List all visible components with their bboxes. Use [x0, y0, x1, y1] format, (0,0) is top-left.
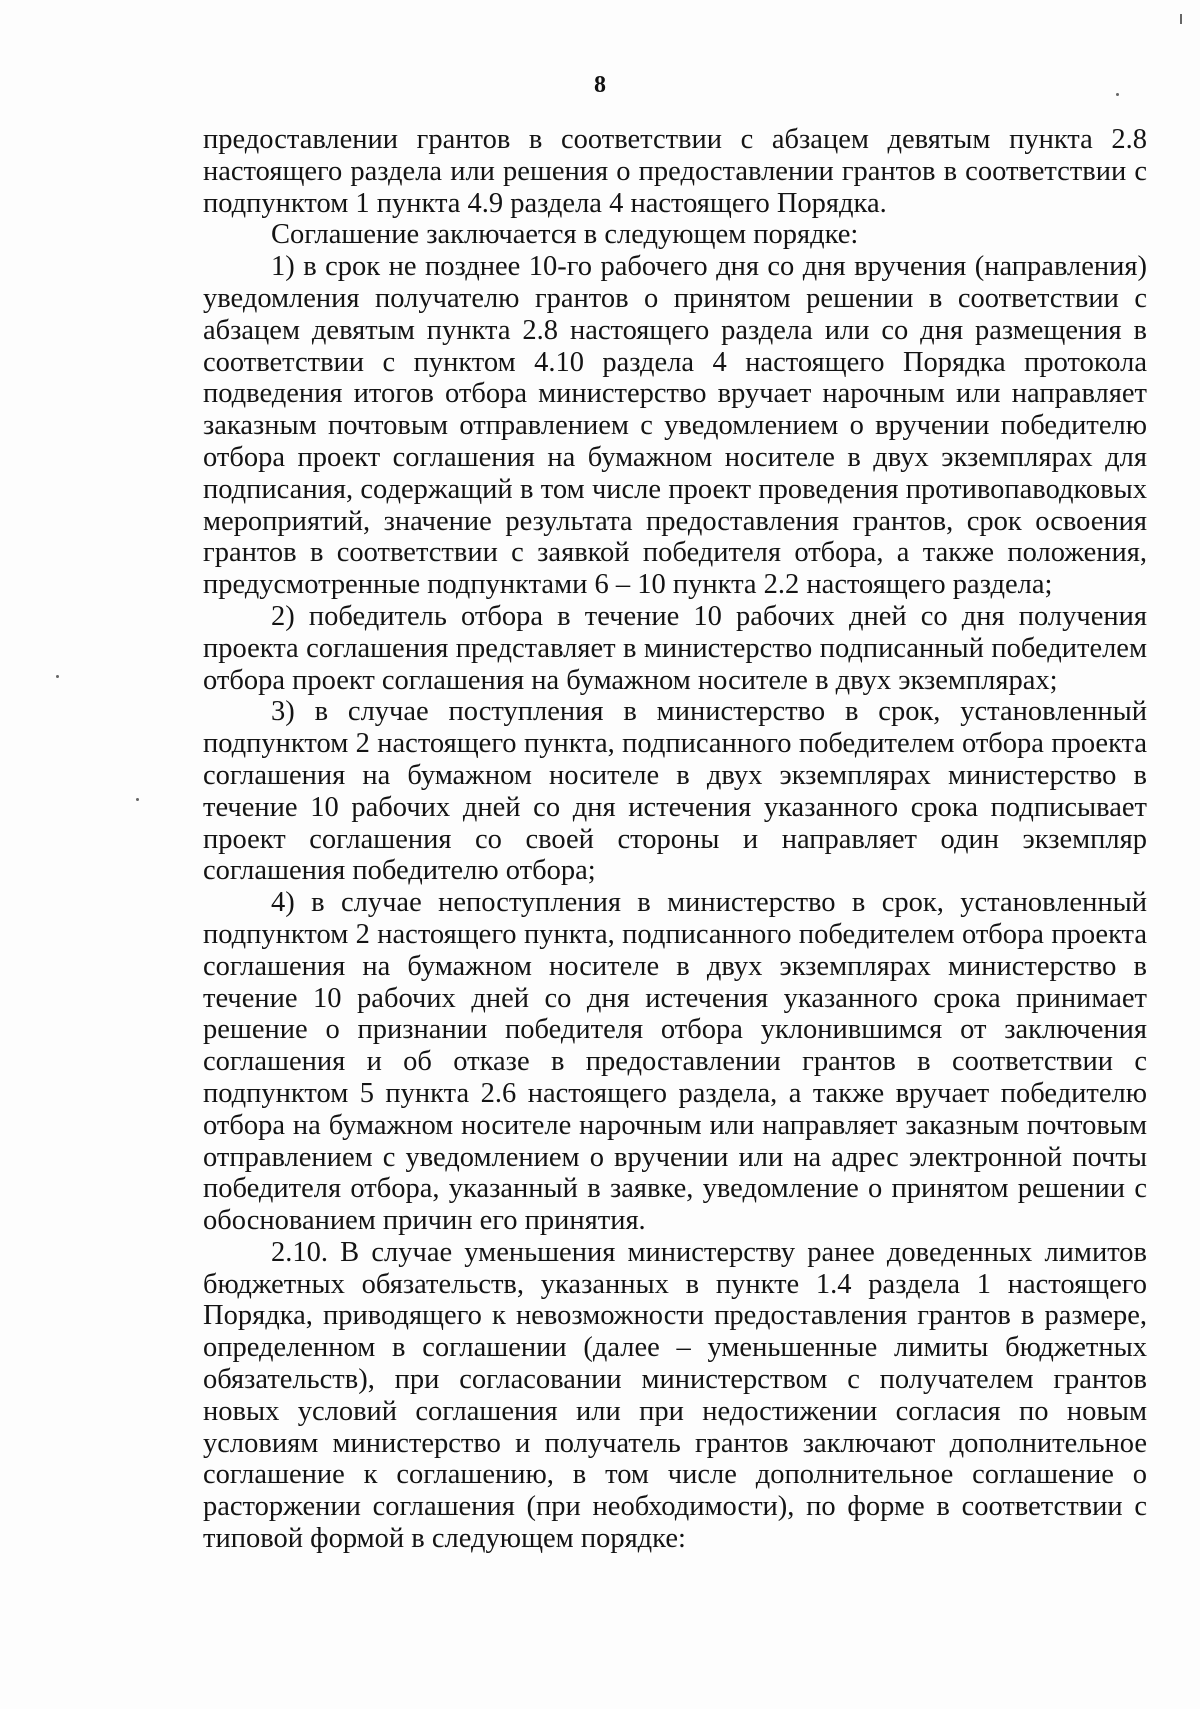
- scan-speck: [1180, 14, 1182, 24]
- page-number: 8: [594, 72, 606, 98]
- paragraph-continuation: предоставлении грантов в соответствии с абзацем девятым пункта 2.8 настоящего раздела или решения о предоставлении грантов в соответствии с подпунктом 1 пункта 4.9 раздела 4 настоящего Порядка.: [203, 124, 1147, 219]
- document-body: [203, 124, 1147, 1555]
- scan-speck: [1116, 93, 1119, 96]
- paragraph-item-3: 3) в случае поступления в министерство в срок, установленный подпунктом 2 настоящего пункта, подписанного победителем отбора проекта соглашения на бумажном носителе в двух экземплярах министерство в течение 10 рабочих дней со дня истечения указанного срока подписывает проект соглашения со своей стороны и направляет один экземпляр соглашения победителю отбора;: [203, 696, 1147, 887]
- scan-speck: [136, 798, 139, 801]
- paragraph-item-1: 1) в срок не позднее 10-го рабочего дня со дня вручения (направления) уведомления получателю грантов о принятом решении в соответствии с абзацем девятым пункта 2.8 настоящего раздела или со дня размещения в соответствии с пунктом 4.10 раздела 4 настоящего Порядка протокола подведения итогов отбора министерство вручает нарочным или направляет заказным почтовым отправлением с уведомлением о вручении победителю отбора проект соглашения на бумажном носителе в двух экземплярах для подписания, содержащий в том числе проект проведения противопаводковых мероприятий, значение результата предоставления грантов, срок освоения грантов в соответствии с заявкой победителя отбора, а также положения, предусмотренные подпунктами 6 – 10 пункта 2.2 настоящего раздела;: [203, 251, 1147, 601]
- paragraph-item-4: 4) в случае непоступления в министерство в срок, установленный подпунктом 2 настоящего пункта, подписанного победителем отбора проекта соглашения на бумажном носителе в двух экземплярах министерство в течение 10 рабочих дней со дня истечения указанного срока принимает решение о признании победителя отбора уклонившимся от заключения соглашения и об отказе в предоставлении грантов в соответствии с подпунктом 5 пункта 2.6 настоящего раздела, а также вручает победителю отбора на бумажном носителе нарочным или направляет заказным почтовым отправлением с уведомлением о вручении или на адрес электронной почты победителя отбора, указанный в заявке, уведомление о принятом решении с обоснованием причин его принятия.: [203, 887, 1147, 1237]
- paragraph-section-2-10: 2.10. В случае уменьшения министерству ранее доведенных лимитов бюджетных обязательств, указанных в пункте 1.4 раздела 1 настоящего Порядка, приводящего к невозможности предоставления грантов в размере, определенном в соглашении (далее – уменьшенные лимиты бюджетных обязательств), при согласовании министерством с получателем грантов новых условий соглашения или при недостижении согласия по новым условиям министерство и получатель грантов заключают дополнительное соглашение к соглашению, в том числе дополнительное соглашение о расторжении соглашения (при необходимости), по форме в соответствии с типовой формой в следующем порядке:: [203, 1236, 1147, 1555]
- scan-speck: [56, 675, 59, 678]
- paragraph-item-2: 2) победитель отбора в течение 10 рабочих дней со дня получения проекта соглашения представляет в министерство подписанный победителем отбора проект соглашения на бумажном носителе в двух экземплярах;: [203, 600, 1147, 696]
- paragraph-agreement-intro: Соглашение заключается в следующем порядке:: [271, 219, 859, 251]
